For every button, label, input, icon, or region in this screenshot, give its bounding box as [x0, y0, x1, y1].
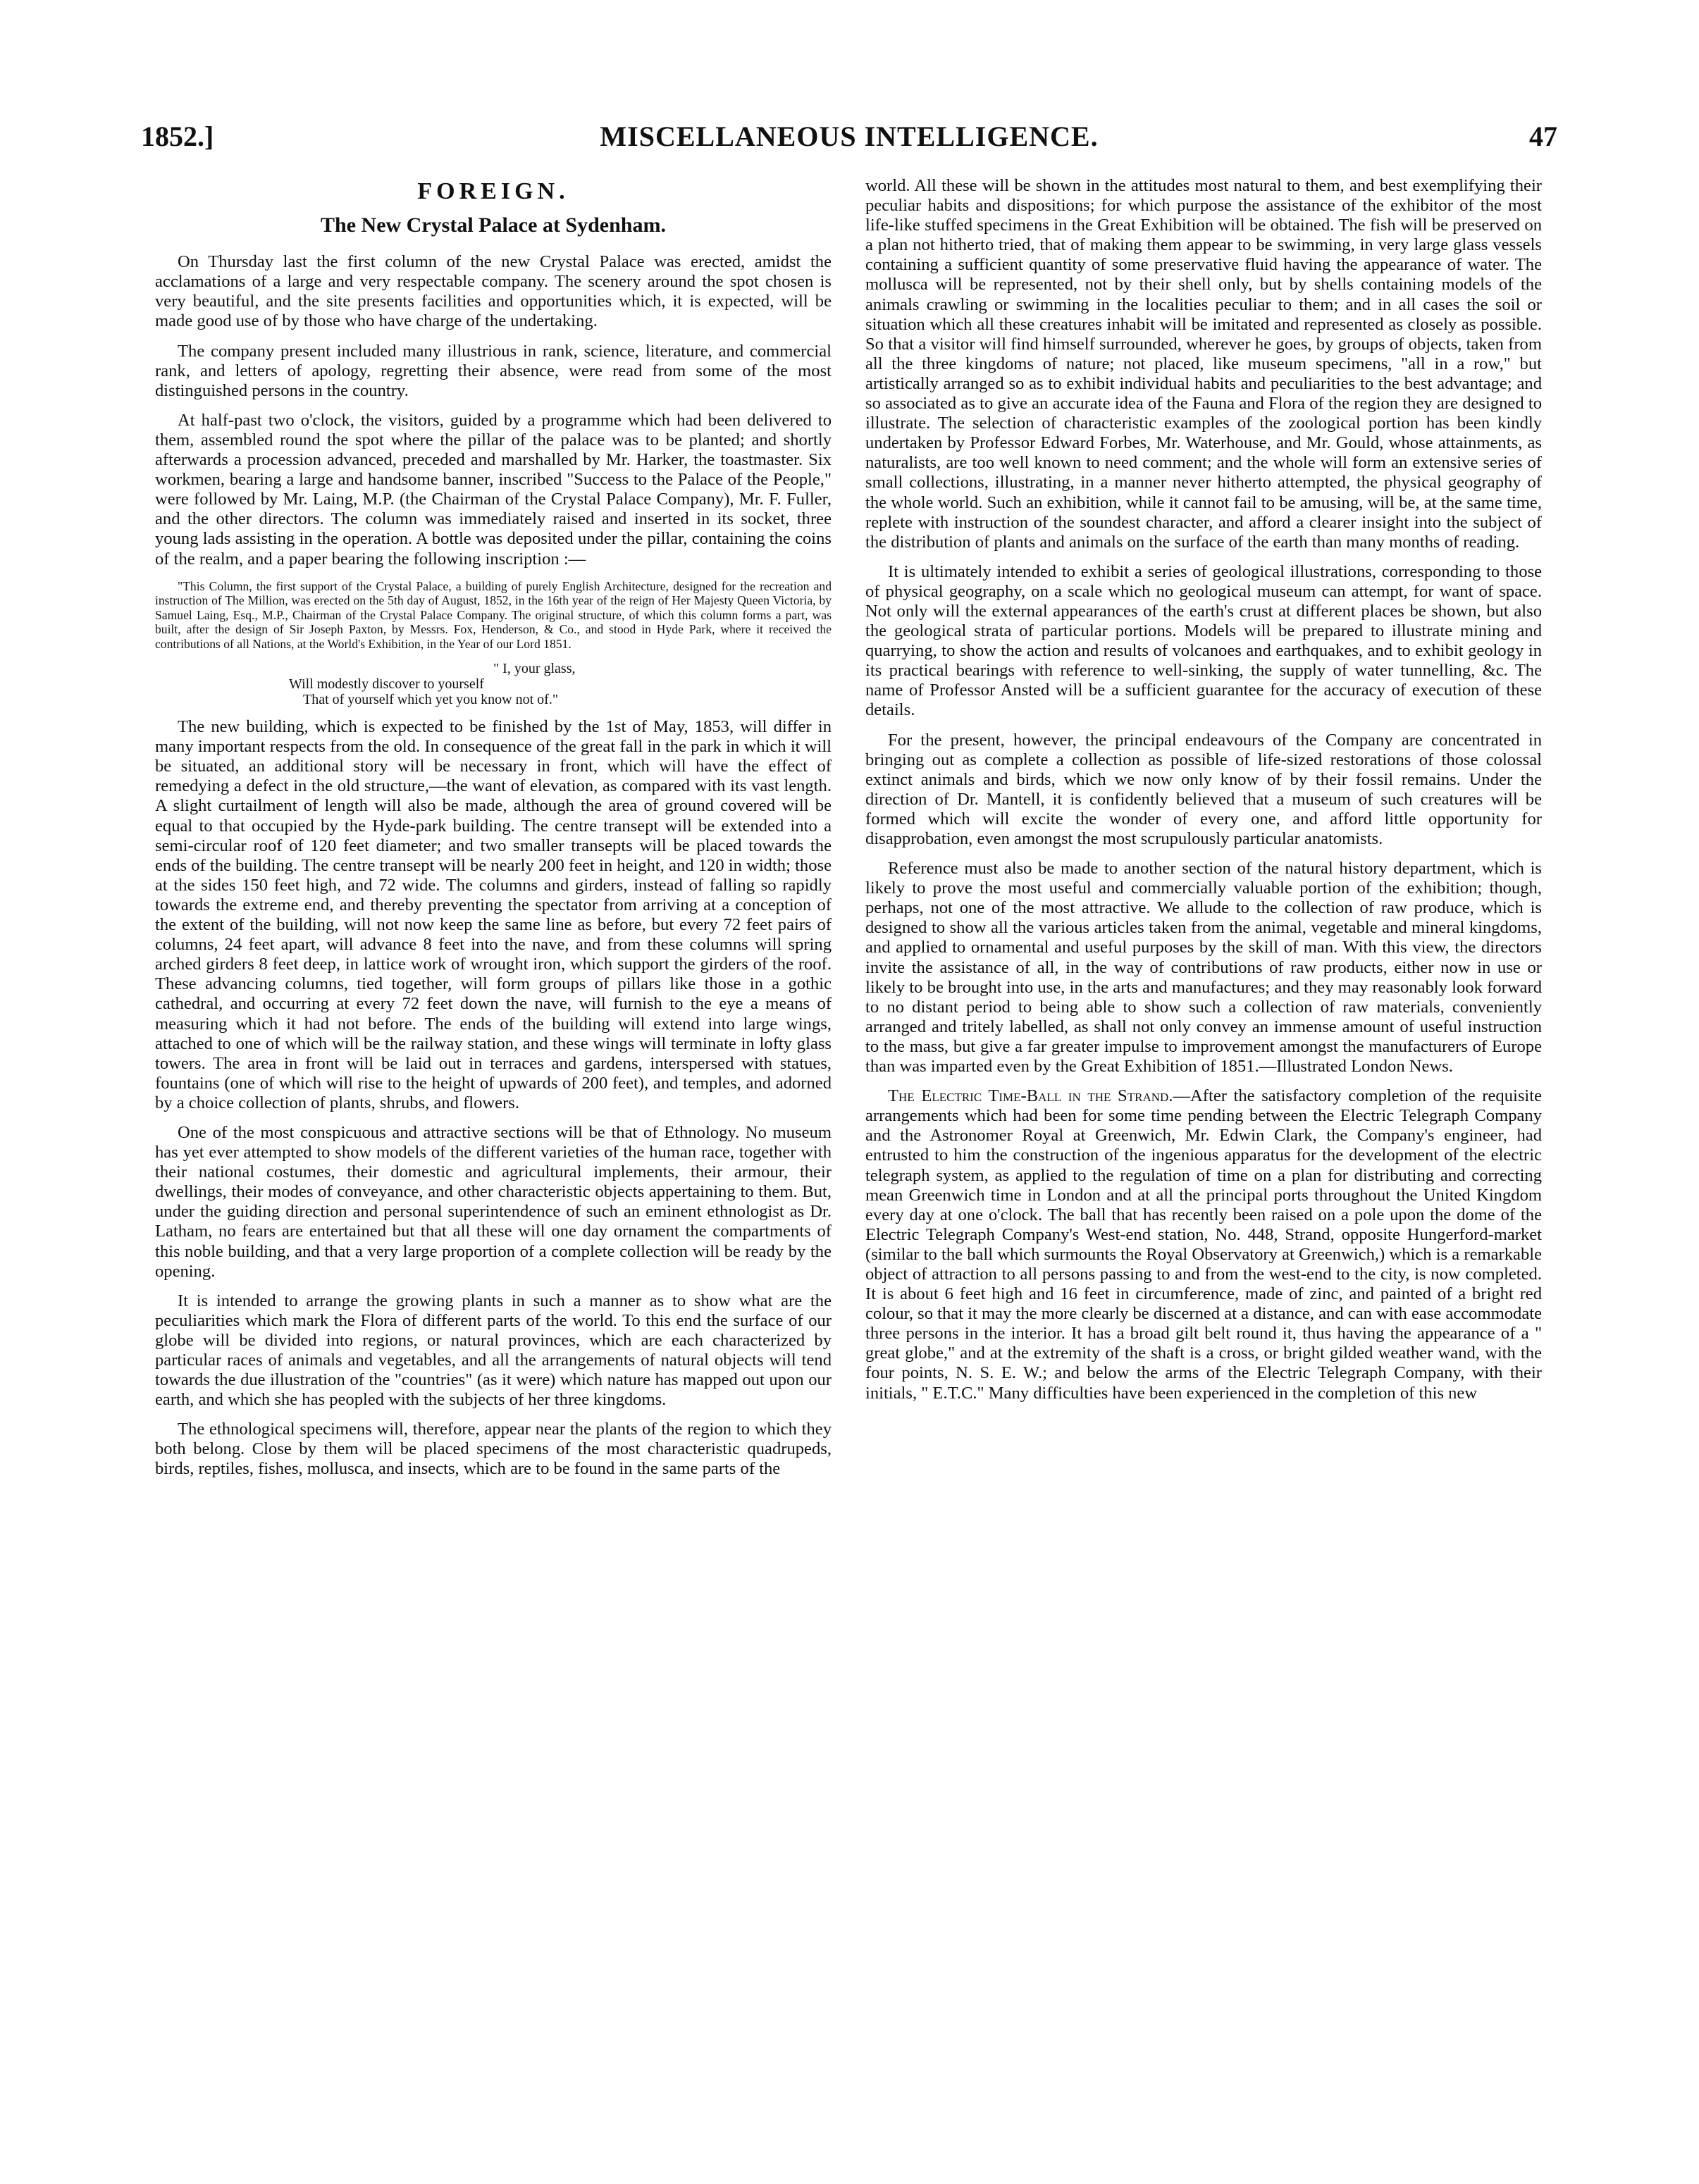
inscription-text: "This Column, the first support of the Crystal Palace, a building of purely English Architecture, designed for the recreation and instruction of The Million, was erected on the 5th day of August, 1852, in the 16th year of the reign of Her Majesty Queen Victoria, by Samuel Laing, Esq., M.P., Chairman of the Crystal Palace Company. The original structure, of which this column forms a part, was built, after the design of Sir Joseph Paxton, by Messrs. Fox, Henderson, & Co., and stood in Hyde Park, where it received the contributions of all Nations, at the World's Exhibition, in the Year of our Lord 1851.	[155, 578, 832, 651]
paragraph: For the present, however, the principal endeavours of the Company are concentrated in bringing out as complete a collection as possible of life-sized restorations of those colossal extinct animals and birds, which we now only know of by their fossil remains. Under the direction of Dr. Mantell, it is confidently believed that a museum of such creatures will be formed which will excite the wonder of every one, and afford little opportunity for disapprobation, even amongst the most scrupulously particular anatomists.	[865, 730, 1542, 848]
paragraph: One of the most conspicuous and attractive sections will be that of Ethnology. No museum has yet ever attempted to show models of the different varieties of the human race, together with their national costumes, their domestic and agricultural implements, their armour, their dwellings, their modes of conveyance, and other characteristic objects appertaining to them. But, under the guiding direction and personal superintendence of such an eminent ethnologist as Dr. Latham, no fears are entertained but that all these will one day ornament the compartments of this noble building, and that a very large proportion of a complete collection will be ready by the opening.	[155, 1122, 832, 1281]
verse-line: " I, your glass,	[493, 661, 576, 677]
section-title: FOREIGN.	[417, 178, 569, 204]
verse-quote	[155, 661, 832, 707]
paragraph: On Thursday last the first column of the new Crystal Palace was erected, amidst the acclamations of a large and very respectable company. The scenery around the spot chosen is very beautiful, and the site presents facilities and opportunities which, it is expected, will be made good use of by those who have charge of the undertaking.	[155, 252, 832, 331]
paragraph: The company present included many illustrious in rank, science, literature, and commercial rank, and letters of apology, regretting their absence, were read from some of the most distinguished persons in the country.	[155, 341, 832, 400]
paragraph: It is intended to arrange the growing plants in such a manner as to show what are the peculiarities which mark the Flora of different parts of the world. To this end the surface of our globe will be divided into regions, or natural provinces, which are each characterized by particular races of animals and vegetables, and all the arrangements of natural objects will tend towards the due illustration of the "countries" (as it were) which nature has mapped out upon our earth, and which she has peopled with the subjects of her three kingdoms.	[155, 1291, 832, 1410]
page-number: 47	[1529, 120, 1557, 152]
header-year: 1852.]	[141, 120, 214, 152]
article-lead: The Electric Time-Ball in the Strand.	[888, 1086, 1173, 1106]
right-column	[865, 176, 1542, 1413]
running-header	[141, 120, 1557, 162]
paragraph: world. All these will be shown in the attitudes most natural to them, and best exemplifying their peculiar habits and dispositions; for which purpose the assistance of the exhibitor of the most life-like stuffed specimens in the Great Exhibition will be obtained. The fish will be preserved on a plan not hitherto tried, that of making them appear to be swimming, in very large glass vessels containing a sufficient quantity of some preservative fluid having the appearance of water. The mollusca will be represented, not by their shell only, but by shells containing models of the animals crawling or swimming in the localities peculiar to them; and in all cases the soil or situation which all these creatures inhabit will be imitated and represented as closely as possible. So that a visitor will find himself surrounded, wherever he goes, by groups of objects, taken from all the three kingdoms of nature; not placed, like museum specimens, "all in a row," but artistically arranged so as to exhibit individual habits and peculiarities to the best advantage; and so associated as to give an accurate idea of the Fauna and Flora of the region they are designed to illustrate. The selection of characteristic examples of the zoological portion has been kindly undertaken by Professor Edward Forbes, Mr. Waterhouse, and Mr. Gould, whose attainments, as naturalists, are too well known to need comment; and the whole will form an extensive series of small collections, illustrating, in a manner never hitherto attempted, the physical geography of the whole world. Such an exhibition, while it cannot fail to be amusing, will be, at the same time, replete with instruction of the soundest character, and afford a clearer insight into the subject of the distribution of plants and animals on the surface of the earth than many months of reading.	[865, 176, 1542, 552]
verse-line: Will modestly discover to yourself	[289, 676, 484, 693]
header-title: MISCELLANEOUS INTELLIGENCE.	[600, 120, 1099, 152]
paragraph	[865, 1086, 1542, 1403]
paragraph: The new building, which is expected to be finished by the 1st of May, 1853, will differ in many important respects from the old. In consequence of the great fall in the park in which it will be situated, an additional story will be necessary in front, which will have the effect of remedying a defect in the old structure,—the want of elevation, as compared with its vast length. A slight curtailment of length will also be made, although the area of ground covered will be equal to that occupied by the Hyde-park building. The centre transept will be extended into a semi-circular roof of 120 feet diameter; and two smaller transepts will be placed towards the ends of the building. The centre transept will be nearly 200 feet in height, and 120 in width; those at the sides 150 feet high, and 72 wide. The columns and girders, instead of falling so rapidly towards the extreme end, and thereby preventing the spectator from arriving at a conception of the extent of the building, will not now keep the same line as before, but every 72 feet pairs of columns, 24 feet apart, will advance 8 feet into the nave, and from these columns will spring arched girders 8 feet deep, in lattice work of wrought iron, which support the girders of the roof. These advancing columns, tied together, will form groups of pillars like those in a gothic cathedral, and occurring at every 72 feet down the nave, will furnish to the eye a means of measuring which it had not before. The ends of the building will extend into large wings, attached to one of which will be the railway station, and these wings will terminate in lofty glass towers. The area in front will be laid out in terraces and gardens, interspersed with statues, fountains (one of which will rise to the height of upwards of 200 feet), and temples, and adorned by a choice collection of plants, shrubs, and flowers.	[155, 717, 832, 1112]
paragraph: It is ultimately intended to exhibit a series of geological illustrations, corresponding to those of physical geography, on a scale which no geological museum can attempt, for want of space. Not only will the external appearances of the earth's crust at different places be shown, but also the geological strata of particular portions. Models will be prepared to illustrate mining and quarrying, to show the action and results of volcanoes and earthquakes, and to exhibit geology in its practical bearings with reference to well-sinking, the supply of water tunnelling, &c. The name of Professor Ansted will be a sufficient guarantee for the accuracy of execution of these details.	[865, 561, 1542, 720]
paragraph: The ethnological specimens will, therefore, appear near the plants of the region to which they both belong. Close by them will be placed specimens of the most characteristic quadrupeds, birds, reptiles, fishes, mollusca, and insects, which are to be found in the same parts of the	[155, 1420, 832, 1479]
verse-line: That of yourself which yet you know not of."	[303, 692, 558, 708]
paragraph: Reference must also be made to another section of the natural history department, which is likely to prove the most useful and commercially valuable portion of the exhibition; though, perhaps, not one of the most attractive. We allude to the collection of raw produce, which is designed to show all the various articles taken from the animal, vegetable and mineral kingdoms, and applied to ornamental and useful purposes by the skill of man. With this view, the directors invite the assistance of all, in the way of contributions of raw products, either now in use or likely to be brought into use, in the arts and manufactures; and they may reasonably look forward to no distant period to being able to show such a collection of raw materials, conveniently arranged and tritely labelled, as shall not only convey an immense amount of useful instruction to the mass, but give a far greater impulse to improvement amongst the manufacturers of Europe than was imparted even by the Great Exhibition of 1851.—Illustrated London News.	[865, 859, 1542, 1077]
left-column	[155, 176, 832, 1489]
article-title: The New Crystal Palace at Sydenham.	[321, 213, 666, 237]
article-text: —After the satisfactory completion of the requisite arrangements which had been for some time pending between the Electric Telegraph Company and the Astronomer Royal at Greenwich, Mr. Edwin Clark, the Company's engineer, had entrusted to him the construction of the ingenious apparatus for the development of the electric telegraph system, as applied to the regulation of time on a plan for distributing and correcting mean Greenwich time in London and at all the principal ports throughout the United Kingdom every day at one o'clock. The ball that has recently been raised on a pole upon the dome of the Electric Telegraph Company's West-end station, No. 448, Strand, opposite Hungerford-market (similar to the ball which surmounts the Royal Observatory at Greenwich,) which is a remarkable object of attraction to all persons passing to and from the west-end to the city, is now completed. It is about 6 feet high and 16 feet in circumference, made of zinc, and painted of a bright red colour, so that it may the more clearly be discerned at a distance, and can with ease accommodate three persons in the interior. It has a broad gilt belt round it, thus having the appearance of a " great globe," and at the extremity of the shaft is a cross, or bright gilded weather wand, with the four points, N. S. E. W.; and below the arms of the Electric Telegraph Company, with their initials, " E.T.C." Many difficulties have been experienced in the completion of this new	[865, 1086, 1542, 1403]
paragraph: At half-past two o'clock, the visitors, guided by a programme which had been delivered to them, assembled round the spot where the pillar of the palace was to be planted; and shortly afterwards a procession advanced, preceded and marshalled by Mr. Harker, the toastmaster. Six workmen, bearing a large and handsome banner, inscribed "Success to the Palace of the People," were followed by Mr. Laing, M.P. (the Chairman of the Crystal Palace Company), Mr. F. Fuller, and the other directors. The column was immediately raised and inserted in its socket, three young lads assisting in the operation. A bottle was deposited under the pillar, containing the coins of the realm, and a paper bearing the following inscription :—	[155, 410, 832, 569]
